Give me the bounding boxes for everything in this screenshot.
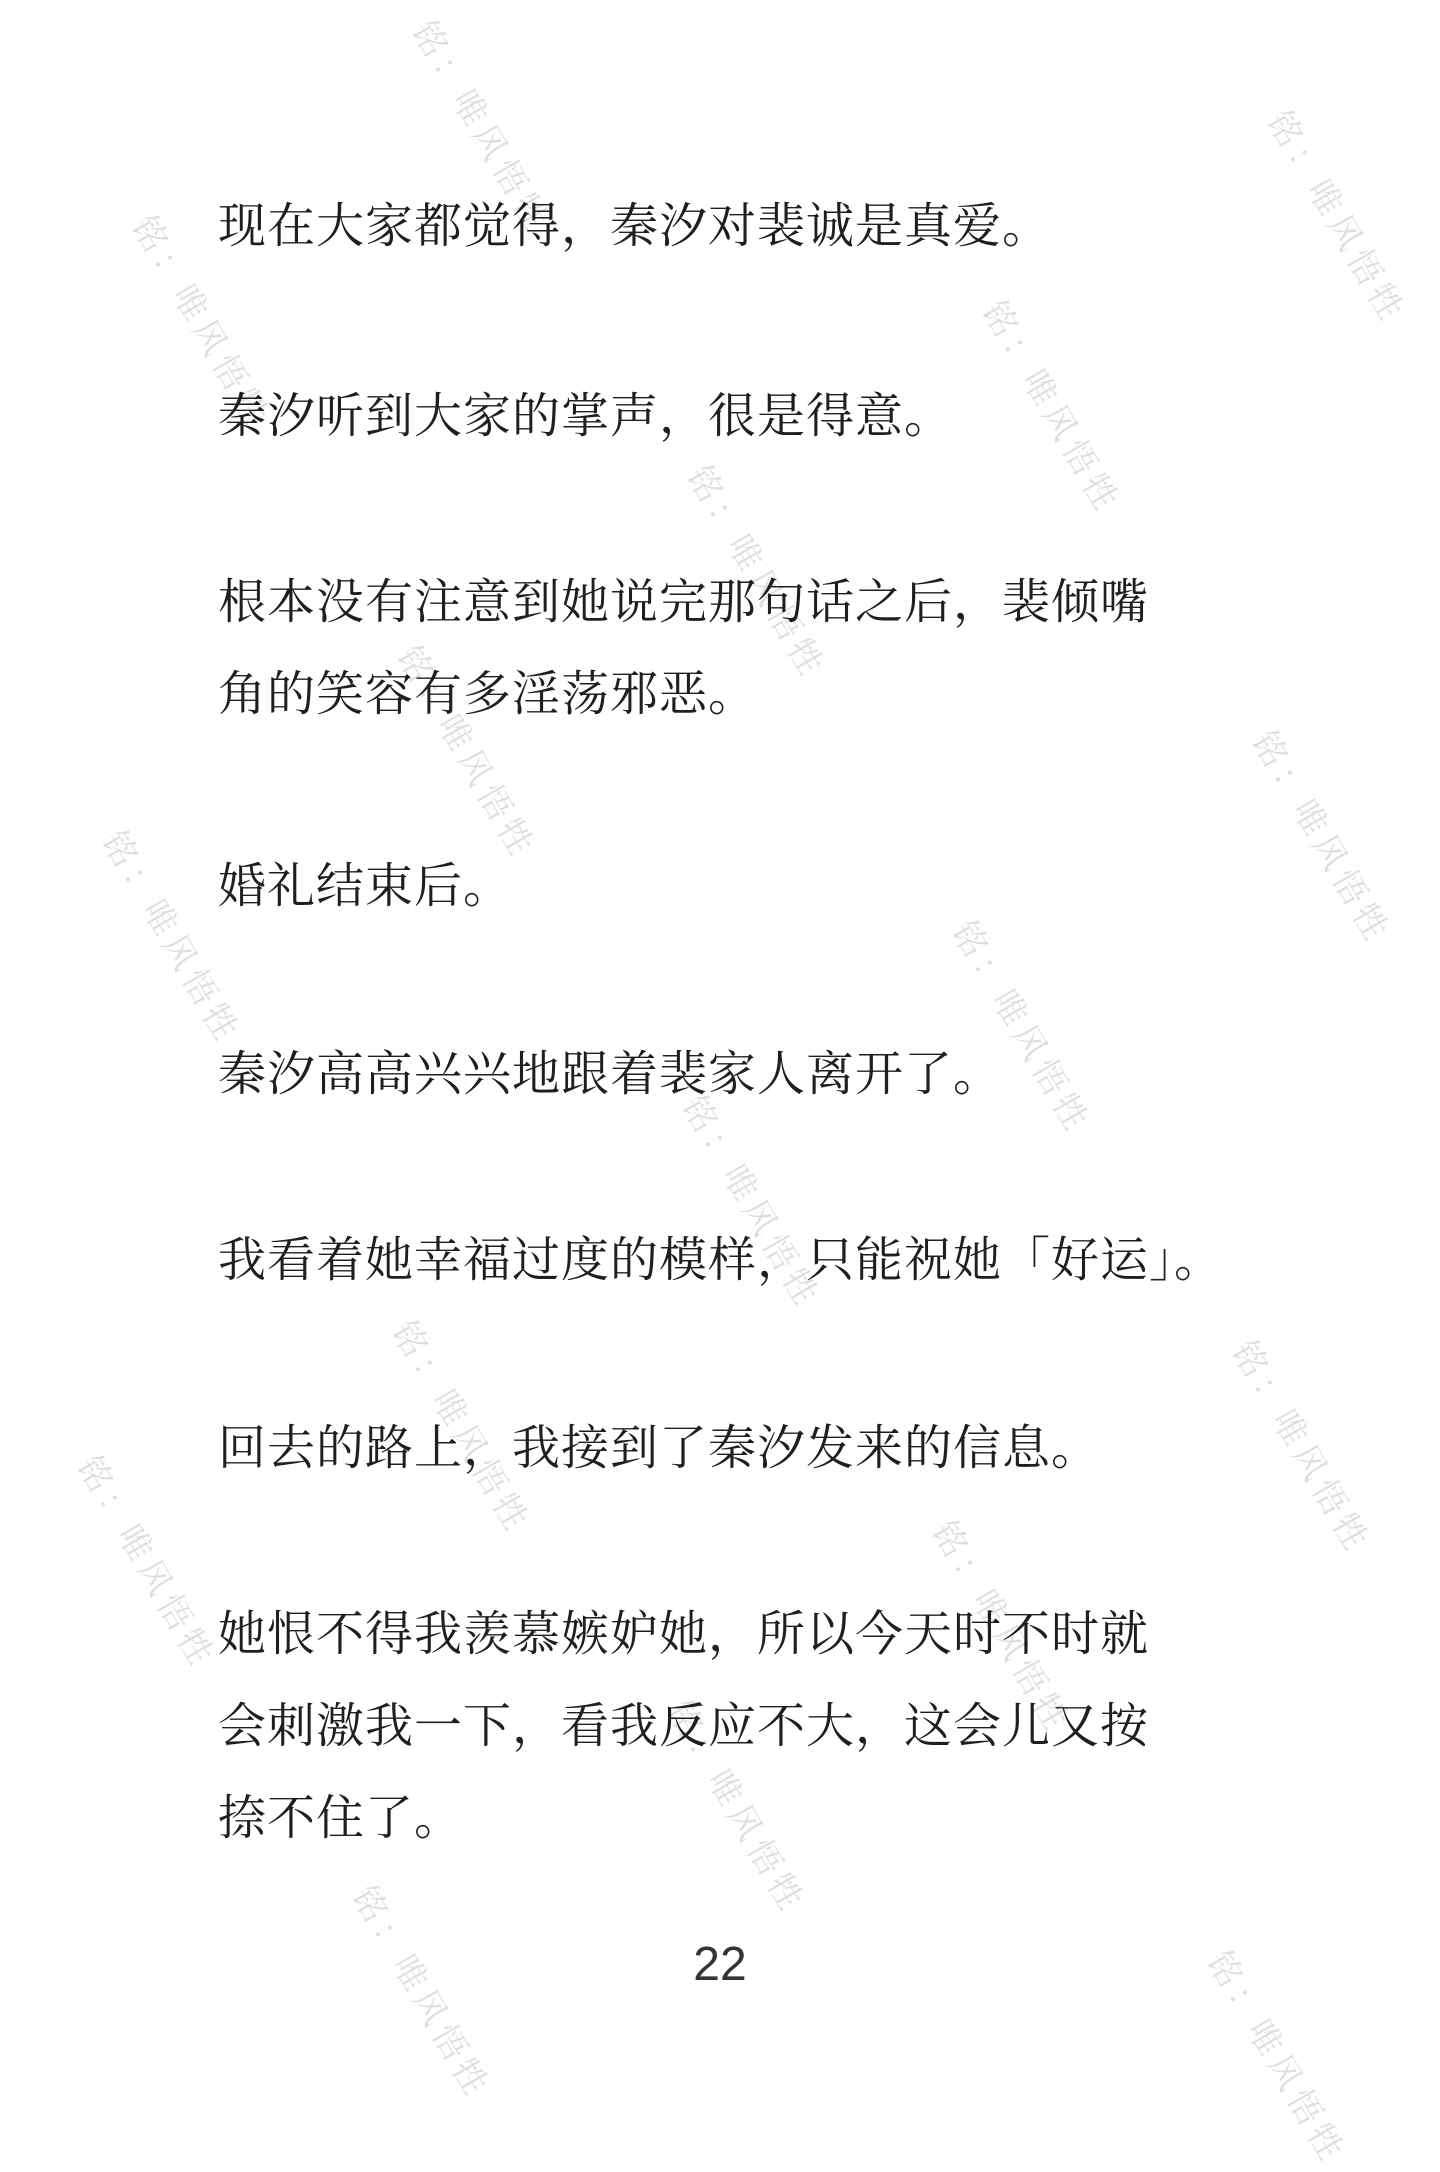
watermark: 铭：唯风悟牲 xyxy=(403,14,559,242)
watermark: 铭：唯风悟牲 xyxy=(68,1449,224,1677)
paragraph-line: 角的笑容有多淫荡邪恶。 xyxy=(218,666,758,722)
watermark: 铭：唯风悟牲 xyxy=(658,1694,814,1922)
paragraph-line: 秦汐听到大家的掌声，很是得意。 xyxy=(218,388,954,444)
paragraph-line: 回去的路上，我接到了秦汐发来的信息。 xyxy=(218,1420,1101,1476)
paragraph-line: 婚礼结束后。 xyxy=(218,858,513,914)
paragraph-line: 秦汐高高兴兴地跟着裴家人离开了。 xyxy=(218,1046,1003,1102)
watermark: 铭：唯风悟牲 xyxy=(923,1514,1079,1742)
watermark: 铭：唯风悟牲 xyxy=(943,914,1099,1142)
watermark: 铭：唯风悟牲 xyxy=(388,639,544,867)
watermark: 铭：唯风悟牲 xyxy=(93,824,249,1052)
paragraph-line: 现在大家都觉得，秦汐对裴诚是真爱。 xyxy=(218,198,1052,254)
watermark: 铭：唯风悟牲 xyxy=(1258,104,1414,332)
page-number: 22 xyxy=(693,1938,747,1991)
watermark: 铭：唯风悟牲 xyxy=(973,294,1129,522)
watermark: 铭：唯风悟牲 xyxy=(383,1314,539,1542)
watermark: 铭：唯风悟牲 xyxy=(1198,1944,1354,2172)
paragraph-line: 会刺激我一下，看我反应不大，这会儿又按 xyxy=(218,1698,1150,1754)
paragraph-line: 她恨不得我羡慕嫉妒她，所以今天时不时就 xyxy=(218,1606,1150,1662)
paragraph-line: 我看着她幸福过度的模样，只能祝她「好运」。 xyxy=(218,1232,1224,1288)
watermark: 铭：唯风悟牲 xyxy=(673,1089,829,1317)
watermark: 铭：唯风悟牲 xyxy=(343,1879,499,2107)
watermark: 铭：唯风悟牲 xyxy=(1243,724,1399,952)
paragraph-line: 捺不住了。 xyxy=(218,1790,464,1846)
paragraph-line: 根本没有注意到她说完那句话之后，裴倾嘴 xyxy=(218,574,1150,630)
watermark: 铭：唯风悟牲 xyxy=(678,459,834,687)
watermark: 铭：唯风悟牲 xyxy=(1223,1334,1379,1562)
watermark: 铭：唯风悟牲 xyxy=(123,209,279,437)
